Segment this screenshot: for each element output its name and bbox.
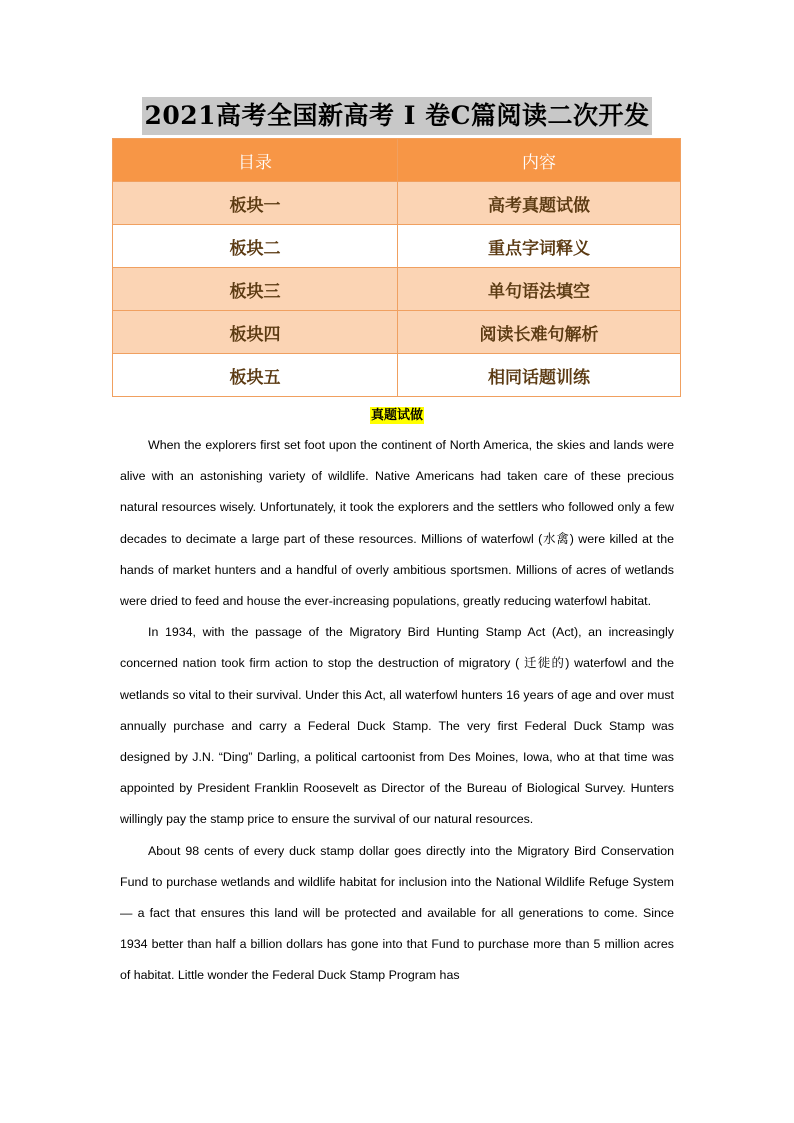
- paragraph: About 98 cents of every duck stamp dollar goes directly into the Migratory Bird Conservation Fund to purchase wetlands and wildlife habitat for inclusion into the National Wildlife Refuge System — a fact that ensures this land will be protected and available for all generations to come. Since 1934 better than half a billion dollars has gone into that Fund to purchase more than 5 million acres of habitat. Little wonder the Federal Duck Stamp Program has: [120, 843, 674, 983]
- title-container: [0, 97, 794, 135]
- toc-row: [113, 225, 681, 268]
- toc-row-content: 单句语法填空: [398, 268, 681, 311]
- table-of-contents: [112, 138, 681, 397]
- toc-row-content: 相同话题训练: [398, 354, 681, 397]
- paragraph: In 1934, with the passage of the Migratory Bird Hunting Stamp Act (Act), an increasingly concerned nation took firm action to stop the destruction of migratory ( 迁徙的) waterfowl and the wetlands so vital to their survival. Under this Act, all waterfowl hunters 16 years of age and over must annually purchase and carry a Federal Duck Stamp. The very first Federal Duck Stamp was designed by J.N. “Ding” Darling, a political cartoonist from Des Moines, Iowa, who at that time was appointed by President Franklin Roosevelt as Director of the Bureau of Biological Survey. Hunters willingly pay the stamp price to ensure the survival of our natural resources.: [120, 625, 674, 827]
- toc-row-content: 阅读长难句解析: [398, 311, 681, 354]
- toc-row: [113, 354, 681, 397]
- page-title: 2021高考全国新高考 I 卷C篇阅读二次开发: [142, 97, 651, 135]
- toc-header-col2: 内容: [398, 139, 681, 182]
- toc-header-row: [113, 139, 681, 182]
- toc-row-content: 重点字词释义: [398, 225, 681, 268]
- paragraph: When the explorers first set foot upon the continent of North America, the skies and lands were alive with an astonishing variety of wildlife. Native Americans had taken care of these precious natural resources wisely. Unfortunately, it took the explorers and the settlers who followed only a few decades to decimate a large part of these resources. Millions of waterfowl (水禽) were killed at the hands of market hunters and a handful of overly ambitious sportsmen. Millions of acres of wetlands were dried to feed and house the ever-increasing populations, greatly reducing waterfowl habitat.: [120, 438, 674, 609]
- section-heading-container: [0, 404, 794, 424]
- toc-row-section: 板块一: [113, 182, 398, 225]
- toc-row-section: 板块二: [113, 225, 398, 268]
- passage-body: [120, 430, 674, 992]
- toc-row-section: 板块五: [113, 354, 398, 397]
- section-heading: 真题试做: [370, 408, 423, 423]
- toc-row-content: 高考真题试做: [398, 182, 681, 225]
- toc-row: [113, 182, 681, 225]
- toc-row: [113, 268, 681, 311]
- toc-header-col1: 目录: [113, 139, 398, 182]
- toc-row-section: 板块四: [113, 311, 398, 354]
- toc-row: [113, 311, 681, 354]
- toc-row-section: 板块三: [113, 268, 398, 311]
